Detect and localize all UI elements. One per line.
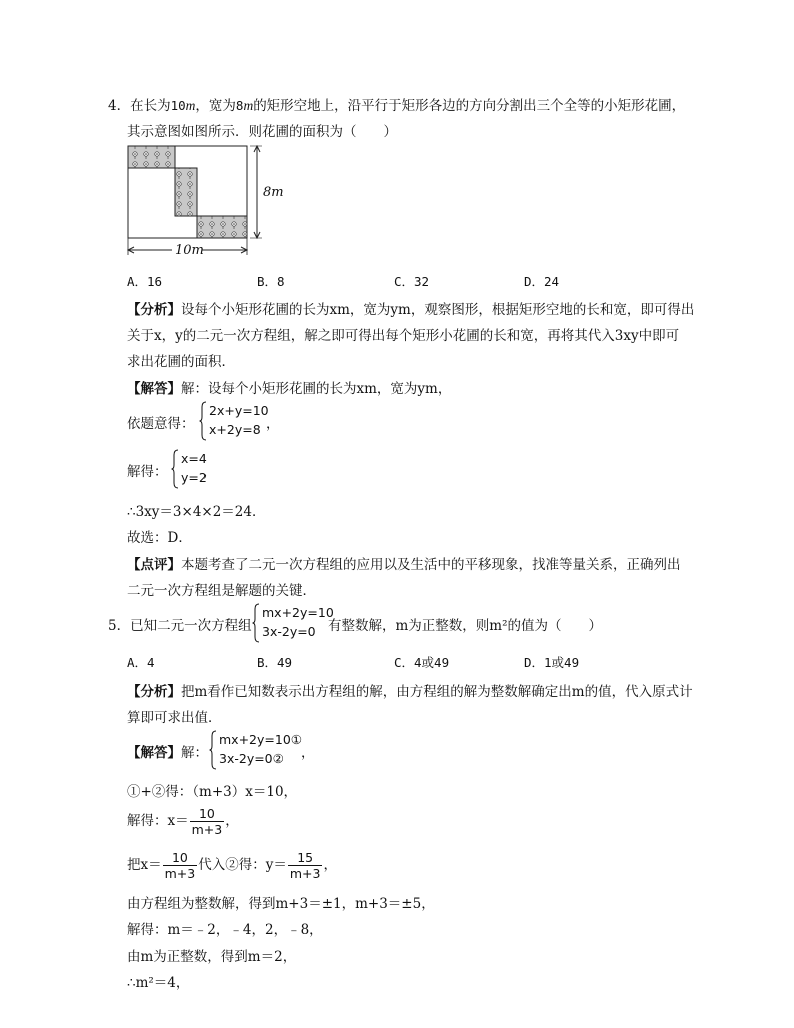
q4-solution-system bbox=[171, 449, 207, 489]
q4-eq2: x+2y=8 bbox=[209, 422, 261, 437]
q5-s-eq1: mx+2y=10① bbox=[219, 732, 302, 747]
q4-choice: 故选：D． bbox=[127, 530, 192, 546]
q5-option-b[interactable]: B．49 bbox=[257, 655, 293, 670]
q4-option-a[interactable]: A．16 bbox=[127, 274, 163, 289]
q5-option-d[interactable]: D．1或49 bbox=[524, 655, 580, 670]
q5-step1: ①+②得：（m+3）x＝10， bbox=[127, 784, 298, 800]
q5-stem-a: 5．已知二元一次方程组 bbox=[108, 618, 252, 634]
q4-sol2: y=2 bbox=[181, 470, 207, 485]
q5-option-c[interactable]: C．4或49 bbox=[394, 655, 450, 670]
q4-analysis-line1: 【分析】设每个小矩形花圃的长为xm，宽为ym，观察图形，根据矩形空地的长和宽，即可得出 bbox=[127, 302, 695, 318]
q4-sol-intro: 解得： bbox=[127, 464, 168, 480]
q5-step2-fraction: $\frac{10}{m+3}$ bbox=[191, 806, 223, 837]
garden-rect-1 bbox=[128, 146, 175, 168]
q5-number: 5． bbox=[108, 618, 131, 634]
q4-solution-line1: 【解答】解：设每个小矩形花圃的长为xm，宽为ym， bbox=[127, 381, 452, 397]
q5-step3-fraction-x: $\frac{10}{m+3}$ bbox=[164, 850, 196, 881]
q5-eq2: 3x-2y=0 bbox=[262, 624, 316, 639]
q4-option-c[interactable]: C．32 bbox=[394, 274, 430, 289]
q4-analysis-line3: 求出花圃的面积． bbox=[127, 354, 235, 370]
q4-sol1: x=4 bbox=[181, 451, 207, 466]
q4-eq1: 2x+y=10 bbox=[209, 403, 269, 418]
q4-comment-line2: 二元一次方程组是解题的关键． bbox=[127, 583, 316, 599]
q4-equation-system bbox=[199, 401, 269, 441]
q5-step5: 解得：m＝﹣2，﹣4，2，﹣8， bbox=[127, 922, 323, 938]
q4-figure-width-label: 10m bbox=[175, 243, 204, 258]
q4-option-b[interactable]: B．8 bbox=[257, 274, 285, 289]
q4-stem-line1: 4．在长为10m，宽为8m的矩形空地上，沿平行于矩形各边的方向分割出三个全等的小矩形花圃， bbox=[108, 98, 686, 114]
q5-step6: 由m为正整数，得到m＝2， bbox=[127, 949, 297, 965]
q4-option-d[interactable]: D．24 bbox=[524, 274, 560, 289]
q5-s-eq2: 3x-2y=0② bbox=[219, 751, 284, 766]
q4-analysis-line2: 关于x，y的二元一次方程组，解之即可得出每个矩形小花圃的长和宽，再将其代入3xy中即可 bbox=[127, 328, 680, 344]
q5-eq1: mx+2y=10 bbox=[262, 605, 334, 620]
q5-step3: 把x＝ $\frac{10}{m+3}$ 代入②得：y＝ $\frac{15}{m+3}$ ， bbox=[127, 850, 337, 881]
q5-stem-b: 有整数解，m为正整数，则m²的值为（ ） bbox=[328, 618, 603, 634]
q4-eq-intro: 依题意得： bbox=[127, 416, 195, 432]
q5-step4: 由方程组为整数解，得到m+3＝±1，m+3＝±5， bbox=[127, 896, 435, 912]
q5-analysis-line2: 算即可求出值． bbox=[127, 710, 222, 726]
q4-figure-height-label: 8m bbox=[263, 185, 284, 200]
q4-comment-line1: 【点评】本题考查了二元一次方程组的应用以及生活中的平移现象，找准等量关系，正确列出 bbox=[127, 557, 681, 573]
q4-result: ∴3xy＝3×4×2＝24． bbox=[127, 504, 266, 520]
q5-solution-system bbox=[209, 730, 302, 770]
q5-solution-intro: 【解答】解： bbox=[127, 745, 208, 761]
q4-stem-line2: 其示意图如图所示．则花圃的面积为（ ） bbox=[127, 124, 397, 140]
q5-option-a[interactable]: A．4 bbox=[127, 655, 155, 670]
q5-step7: ∴m²＝4， bbox=[127, 975, 190, 991]
q5-equation-system bbox=[252, 603, 334, 643]
q5-step3-fraction-y: $\frac{15}{m+3}$ bbox=[289, 850, 321, 881]
q5-analysis-line1: 【分析】把m看作已知数表示出方程组的解，由方程组的解为整数解确定出m的值，代入原式计 bbox=[127, 684, 693, 700]
garden-rect-2 bbox=[175, 168, 197, 216]
garden-rect-3 bbox=[197, 216, 247, 238]
q5-step2: 解得：x＝ $\frac{10}{m+3}$ ， bbox=[127, 806, 239, 837]
q4-number: 4． bbox=[108, 98, 131, 114]
